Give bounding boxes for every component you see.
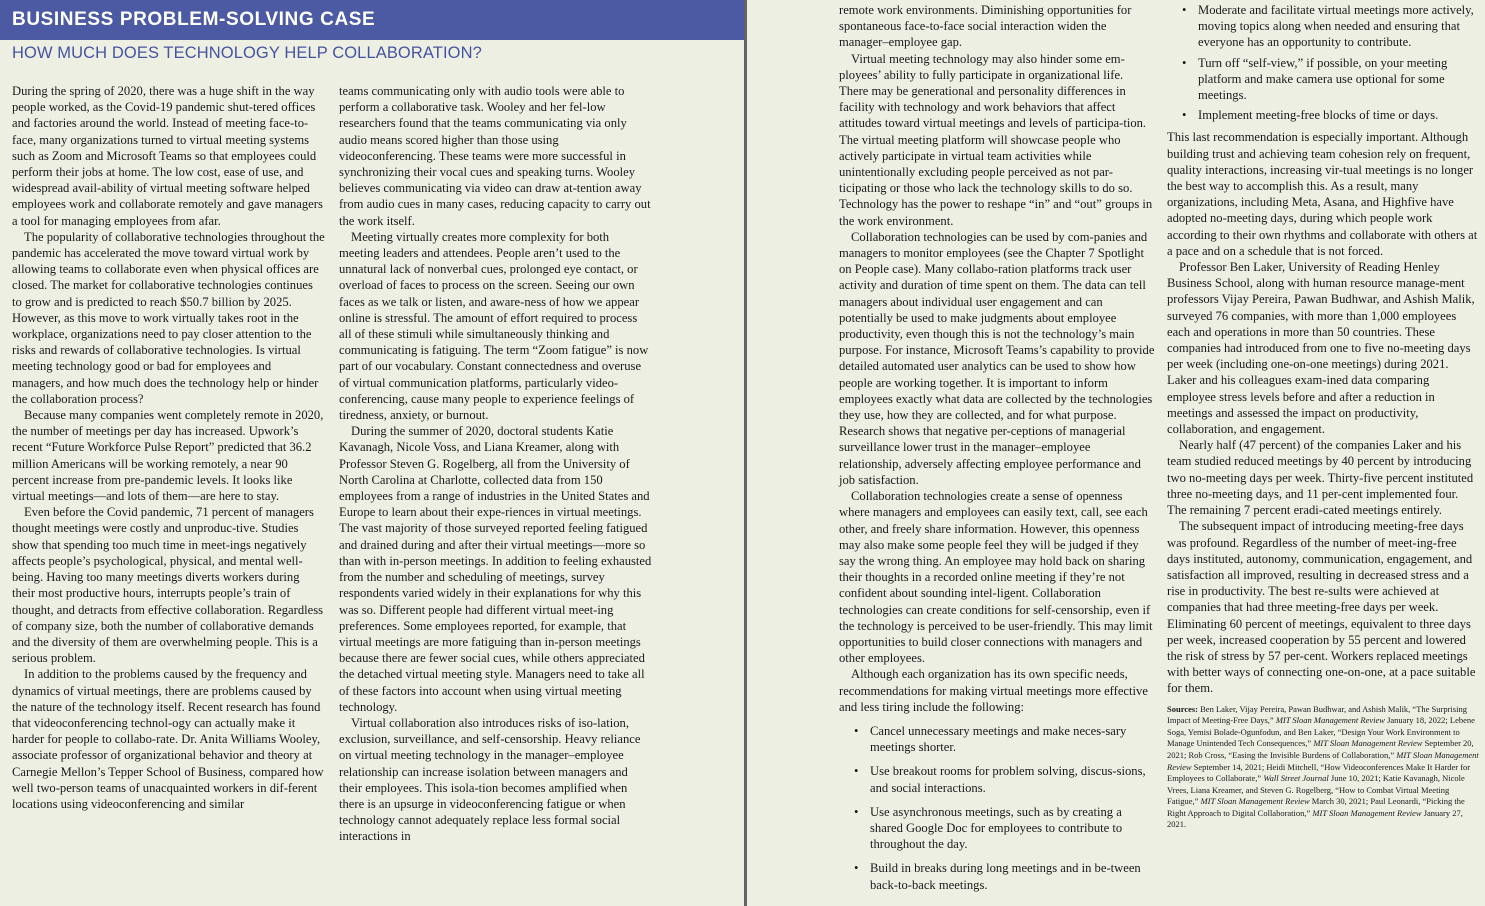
paragraph: During the summer of 2020, doctoral students Katie Kavanagh, Nicole Voss, and Liana Kreamer, along with Professor Steven G. Rogelberg, all from the University of North Carolina at Charlotte, collected data from 150 employees from a range of industries in the United States and Europe to learn about their expe-riences in virtual meetings. The vast majority of those surveyed reported feeling fatigued and drained during and after their virtual meetings—more so than with in-person meetings. In addition to feeling exhausted from the number and scheduling of meetings, survey respondents varied widely in their explanations for why this was so. Different people had different virtual meet-ing preferences. Some employees reported, for example, that virtual meetings are more fatiguing than in-person meetings because there are fewer social cues, while others appreciated the detached virtual meeting style. Managers need to take all of these factors into account when using virtual meeting technology. bbox=[339, 424, 652, 714]
paragraph: Meeting virtually creates more complexity for both meeting leaders and attendees. People aren’t used to the unnatural lack of nonverbal cues, prolonged eye contact, or overload of faces to process on the screen. Seeing our own faces as we talk or listen, and aware-ness of how we appear online is stressful. The amount of effort required to process all of these stimuli while simultaneously thinking and communicating is fatiguing. The term “Zoom fatigue” is now part of our vocabulary. Constant connectedness and overuse of virtual communication platforms, particularly video-conferencing, cause many people to experience feelings of tiredness, anxiety, or burnout. bbox=[339, 229, 649, 423]
list-item-text: Implement meeting-free blocks of time or days. bbox=[1198, 108, 1439, 123]
paragraph: This last recommendation is especially important. Although building trust and achieving team cohesion rely on frequent, quality interactions, increasing vir-tual meetings is no longer the best way to accomplish this. As a result, many organizations, including Meta, Asana, and Highfive have adopted no-meeting days, during which people work according to their own rhythms and collaborate with others at a pace and on a schedule that is not forced. bbox=[1167, 130, 1478, 258]
column-1 bbox=[12, 83, 325, 812]
paragraph: Although each organization has its own specific needs, recommendations for making virtual meetings more effective and less tiring include the following: bbox=[839, 667, 1148, 714]
case-banner bbox=[0, 0, 744, 40]
list-item bbox=[839, 763, 1155, 795]
paragraph: Professor Ben Laker, University of Reading Henley Business School, along with human resource manage-ment professors Vijay Pereira, Pawan Budhwar, and Ashish Malik, surveyed 76 companies, with more than 1,000 employees each and operations in more than 50 countries. These companies had introduced from one to five no-meeting days per week (including one-on-one meetings) during 2021. Laker and his colleagues exam-ined data comparing employee stress levels before and after a reduction in meetings and assessed the impact on productivity, collaboration, and engagement. bbox=[1167, 260, 1475, 437]
column-2 bbox=[339, 83, 652, 845]
list-item-text: Cancel unnecessary meetings and make neces-sary meetings shorter. bbox=[870, 723, 1127, 755]
list-item-text: Use breakout rooms for problem solving, discus-sions, and social interactions. bbox=[870, 764, 1146, 795]
paragraph: During the spring of 2020, there was a huge shift in the way people worked, as the Covid-19 pandemic shut-tered offices and factories around the world. Instead of meeting face-to-face, many organizations turned to virtual meeting systems such as Zoom and Microsoft Teams so that employees could perform their jobs at home. The low cost, ease of use, and widespread avail-ability of virtual meeting software helped employees work and collaborate remotely and gave managers a tool for managing employees from afar. bbox=[12, 84, 323, 228]
paragraph: In addition to the problems caused by the frequency and dynamics of virtual meetings, there are problems caused by the nature of the technology itself. Recent research has found that videoconferencing technol-ogy can actually make it harder for people to collabo-rate. Dr. Anita Williams Wooley, associate professor of organizational behavior and theory at Carnegie Mellon’s Tepper School of Business, compared how well two-person teams of unacquainted workers in dif-ferent locations using videoconferencing and similar bbox=[12, 667, 324, 811]
list-item bbox=[1167, 107, 1480, 123]
sources-label: Sources: bbox=[1167, 703, 1199, 714]
list-item bbox=[839, 804, 1155, 853]
list-item-text: Turn off “self-view,” if possible, on your meeting platform and make camera use optional for some meetings. bbox=[1198, 55, 1448, 103]
sources-note bbox=[1167, 704, 1480, 832]
bullet-icon: • bbox=[854, 723, 859, 738]
list-item-text: Moderate and facilitate virtual meetings more actively, moving topics along when needed and ensuring that everyone has an opportunity to contribute. bbox=[1198, 3, 1474, 50]
bullet-icon: • bbox=[854, 861, 859, 876]
paragraph: Nearly half (47 percent) of the companies Laker and his team studied reduced meetings by 40 percent by introducing two no-meeting days per week. Thirty-five percent instituted three no-meeting days, and 11 per-cent implemented four. The remaining 7 percent eradi-cated meetings entirely. bbox=[1167, 438, 1474, 518]
paragraph: teams communicating only with audio tools were able to perform a collaborative task. Wooley and her fel-low researchers found that the teams communicating via only audio means scored higher than those using videoconferencing. These teams were more successful in synchronizing their vocal cues and speaking turns. Wooley believes communicating via video can draw at-tention away from audio cues in many cases, reducing capacity to carry out the work itself. bbox=[339, 84, 651, 228]
column-3 bbox=[839, 2, 1155, 901]
paragraph: Collaboration technologies can be used by com-panies and managers to monitor employees (see the Chapter 7 Spotlight on People case). Many collabo-ration platforms track user activity and duration of time spent on them. The data can tell managers about individual user engagement and can potentially be used to make judgments about employee productivity, even though this is not the technology’s main purpose. For instance, Microsoft Teams’s capability to provide detailed automated user analytics can be used to show how people are working together. It is important to inform employees exactly what data are collected by the technologies they use, how they are collected, and for what purpose. Research shows that negative per-ceptions of managerial surveillance lower trust in the manager–employee relationship, adversely affecting employee performance and job satisfaction. bbox=[839, 229, 1155, 487]
right-page bbox=[747, 0, 1485, 906]
source-entry: Rob Cross, “Easing the Invisible Burdens of Collaboration,” MIT Sloan Management Review September 14, 2021; bbox=[1167, 749, 1479, 772]
recommendations-list bbox=[839, 723, 1155, 893]
source-entry: Ben Laker, Vijay Pereira, Pawan Budhwar, and Ashish Malik, “The Surprising Impact of Meeting-Free Days,” MIT Sloan Management Review January 18, 2022; bbox=[1167, 703, 1467, 726]
paragraph: The subsequent impact of introducing meeting-free days was profound. Regardless of the number of meet-ing-free days instituted, autonomy, communication, engagement, and satisfaction all improved, resulting in decreased stress and a rise in productivity. The best re-sults were achieved at companies that had three meeting-free days per week. Eliminating 60 percent of meetings, equivalent to three days per week, increased cooperation by 55 percent and lowered the risk of stress by 57 per-cent. Workers replaced meetings with better ways of connecting one-on-one, at a pace suitable for them. bbox=[1167, 519, 1476, 696]
list-item bbox=[1167, 55, 1480, 104]
paragraph: remote work environments. Diminishing opportunities for spontaneous face-to-face social interaction widen the manager–employee gap. bbox=[839, 3, 1132, 50]
column-4 bbox=[1167, 2, 1480, 831]
source-entry: Katie Kavanagh, Nicole Vrees, Liana Kreamer, and Steven G. Rogelberg, “How to Combat Virtual Meeting Fatigue,” MIT Sloan Management Review March 30, 2021; bbox=[1167, 773, 1465, 807]
list-item-text: Build in breaks during long meetings and in be-tween back-to-back meetings. bbox=[870, 861, 1141, 892]
source-entry: Paul Leonardi, “Picking the Right Approach to Digital Collaboration,” MIT Sloan Management Review January 27, 2021. bbox=[1167, 796, 1465, 830]
source-entry: Heidi Mitchell, “How Videoconferences Make It Harder for Employees to Collaborate,” Wall Street Journal June 10, 2021; bbox=[1167, 761, 1471, 784]
paragraph: Collaboration technologies create a sense of openness where managers and employees can easily text, call, see each other, and freely share information. However, this openness may also make some people feel they will be judged if they say the wrong thing. An employee may hold back on sharing their thoughts in a recorded online meeting if they’re not confident about sounding intel-ligent. Collaboration technologies can create conditions for self-censorship, even if the technology is perceived to be user-friendly. This may limit opportunities to build closer connections with managers and other employees. bbox=[839, 489, 1153, 666]
list-item bbox=[839, 860, 1155, 892]
paragraph: Virtual meeting technology may also hinder some em-ployees’ ability to fully participate in organizational life. There may be generational and personality differences in facility with technology and work behaviors that affect attitudes toward virtual meetings and levels of participa-tion. The virtual meeting platform will showcase people who actively participate in virtual team activities while unintentionally excluding people perceived as not par-ticipating or those who lack the technology skills to do so. Technology has the power to reshape “in” and “out” groups in the work environment. bbox=[839, 51, 1153, 228]
paragraph: Because many companies went completely remote in 2020, the number of meetings per day has increased. Upwork’s recent “Future Workforce Pulse Report” predicted that 36.2 million Americans will be working remotely, a near 90 percent increase from pre-pandemic levels. It looks like virtual meetings—and lots of them—are here to stay. bbox=[12, 408, 324, 504]
bullet-icon: • bbox=[1182, 3, 1187, 17]
bullet-icon: • bbox=[1182, 108, 1187, 123]
paragraph: The popularity of collaborative technologies throughout the pandemic has accelerated the move toward virtual work by allowing teams to collaborate even when physical offices are closed. The market for collaborative technologies continues to grow and is predicted to reach $50.7 billion by 2025. However, as this move to work virtually takes root in the workplace, organizations need to pay closer attention to the risks and rewards of collaborative technologies. Is virtual meeting technology good or bad for employees and managers, and how much does the technology help or hinder the collaboration process? bbox=[12, 229, 325, 406]
paragraph: Virtual collaboration also introduces risks of iso-lation, exclusion, surveillance, and self-censorship. Heavy reliance on virtual meeting technology in the manager–employee relationship can increase isolation between managers and their employees. This isola-tion becomes amplified when there is an upsurge in videoconferencing fatigue or when technology cannot adequately replace less formal social interactions in bbox=[339, 715, 641, 844]
bullet-icon: • bbox=[1182, 55, 1187, 70]
paragraph: Even before the Covid pandemic, 71 percent of managers thought meetings were costly and unproduc-tive. Studies show that spending too much time in meet-ings negatively affects people’s psychological, physical, and mental well-being. Having too many meetings diverts workers during their most productive hours, interrupts people’s train of thought, and detracts from effective collaboration. Regardless of company size, both the number of collaborative demands and the diversity of them are overwhelming people. This is a serious problem. bbox=[12, 505, 324, 666]
list-item bbox=[1167, 2, 1480, 51]
case-subtitle: HOW MUCH DOES TECHNOLOGY HELP COLLABORATION? bbox=[12, 44, 482, 62]
recommendations-list-continued bbox=[1167, 2, 1480, 123]
bullet-icon: • bbox=[854, 764, 859, 779]
source-entry: Lebene Soga, Yemisi Bolade-Ogunfodun, and Ben Laker, “Design Your Work Environment to Manage Unintended Tech Consequences,” MIT Sloan Management Review September 20, 2021; bbox=[1167, 715, 1475, 760]
list-item-text: Use asynchronous meetings, such as by creating a shared Google Doc for employees to contribute to throughout the day. bbox=[870, 804, 1123, 852]
bullet-icon: • bbox=[854, 804, 859, 819]
banner-title: BUSINESS PROBLEM-SOLVING CASE bbox=[12, 9, 376, 30]
list-item bbox=[839, 723, 1155, 755]
